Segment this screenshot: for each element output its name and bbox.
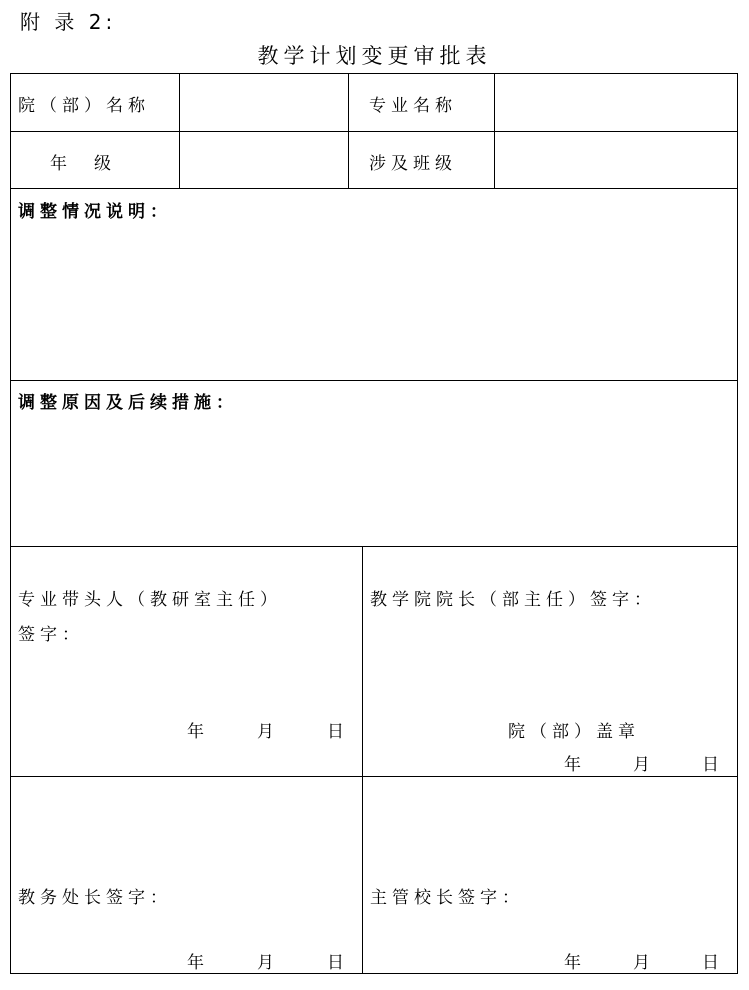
major-leader-label: 专业带头人（教研室主任） [18, 590, 282, 610]
appendix-label: 附 录 2: [20, 10, 117, 34]
date-month: 月 [633, 755, 655, 775]
row-divider [10, 380, 738, 381]
date-year: 年 [187, 953, 209, 973]
date-day: 日 [327, 953, 349, 973]
column-divider [494, 73, 495, 189]
vice-president-sign-label: 主管校长签字： [370, 888, 524, 908]
date-year: 年 [564, 755, 586, 775]
column-divider [348, 73, 349, 189]
row-divider [10, 131, 738, 132]
row-divider [10, 776, 738, 777]
college-name-value[interactable] [182, 76, 346, 129]
academic-affairs-sign-label: 教务处长签字： [18, 888, 172, 908]
major-name-label: 专业名称 [369, 96, 457, 116]
major-name-value[interactable] [497, 76, 735, 129]
date-year: 年 [564, 953, 586, 973]
column-divider [179, 73, 180, 189]
date-day: 日 [702, 953, 724, 973]
grade-value[interactable] [182, 134, 346, 186]
table-border-top [10, 73, 738, 74]
classes-value[interactable] [497, 134, 735, 186]
reason-measures-label: 调整原因及后续措施： [18, 393, 238, 413]
major-leader-sign-label: 签字： [18, 625, 84, 645]
row-divider [10, 546, 738, 547]
form-title: 教学计划变更审批表 [257, 44, 492, 68]
table-border-right [737, 73, 738, 974]
table-border-bottom [10, 973, 738, 974]
date-day: 日 [327, 722, 349, 742]
grade-label: 年 级 [50, 154, 116, 174]
table-border-left [10, 73, 11, 974]
date-year: 年 [187, 722, 209, 742]
row-divider [10, 188, 738, 189]
college-dean-sign-label: 教学院院长（部主任）签字： [370, 590, 656, 610]
date-month: 月 [257, 722, 279, 742]
classes-label: 涉及班级 [369, 154, 457, 174]
adjustment-description-label: 调整情况说明： [18, 202, 172, 222]
date-day: 日 [702, 755, 724, 775]
college-seal-label: 院（部）盖章 [508, 722, 640, 742]
column-divider [362, 546, 363, 974]
date-month: 月 [257, 953, 279, 973]
college-name-label: 院（部）名称 [18, 96, 150, 116]
date-month: 月 [633, 953, 655, 973]
